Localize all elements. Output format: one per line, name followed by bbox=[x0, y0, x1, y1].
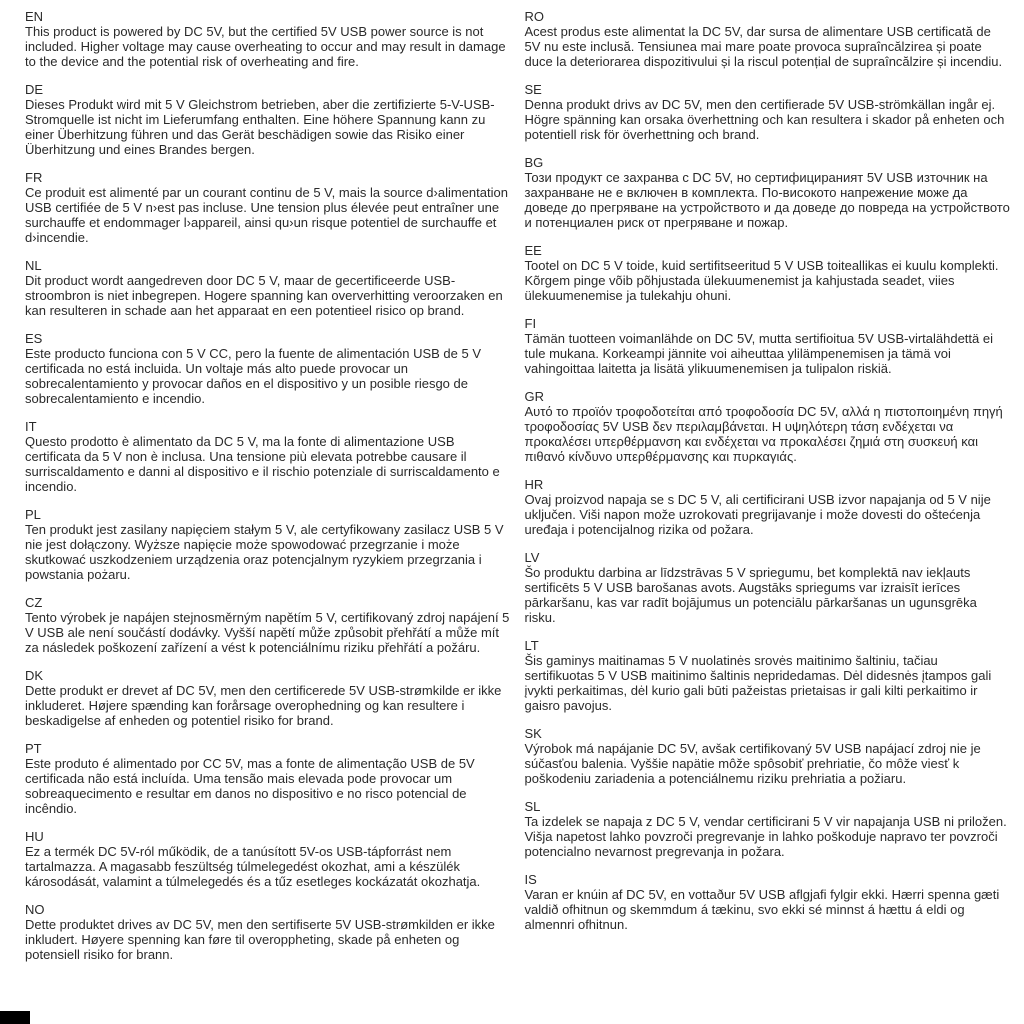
lang-block-nl bbox=[25, 258, 511, 318]
lang-text-fr: Ce produit est alimenté par un courant continu de 5 V, mais la source d›alimentation USB certifiée de 5 V n›est pas incluse. Une tension plus élevée peut entraîner une surchauffe et endommager l›appareil, ainsi qu›un risque potentiel de surchauffe et d›incendie. bbox=[25, 185, 508, 245]
lang-block-fr bbox=[25, 170, 511, 245]
lang-code-lv: LV bbox=[524, 550, 540, 565]
page-corner-crop-mark bbox=[0, 1011, 30, 1024]
lang-code-sl: SL bbox=[524, 799, 541, 814]
lang-text-sl: Ta izdelek se napaja z DC 5 V, vendar certificirani 5 V vir napajanja USB ni priložen. Višja napetost lahko povzroči pregrevanje in lahko poškoduje napravo ter povzroči potencialno nevarnost pregrevanja in požara. bbox=[524, 814, 1007, 859]
lang-text-es: Este producto funciona con 5 V CC, pero la fuente de alimentación USB de 5 V certificada no está incluida. Un voltaje más alto puede provocar un sobrecalentamiento y provocar daños en el dispositivo y un posible riesgo de sobrecalentamiento e incendio. bbox=[25, 346, 481, 406]
lang-code-nl: NL bbox=[25, 258, 42, 273]
lang-code-bg: BG bbox=[524, 155, 544, 170]
lang-text-it: Questo prodotto è alimentato da DC 5 V, ma la fonte di alimentazione USB certificata da 5 V non è inclusa. Una tensione più elevata potrebbe causare il surriscaldamento e danni al dispositivo e il rischio potenziale di surriscaldamento e incendio. bbox=[25, 434, 500, 494]
lang-text-is: Varan er knúin af DC 5V, en vottaður 5V USB aflgjafi fylgir ekki. Hærri spenna gæti valdið ofhitnun og skemmdum á tækinu, svo ekki sé minnst á hættu á eldi og almennri ofhitnun. bbox=[524, 887, 1000, 932]
lang-block-it bbox=[25, 419, 511, 494]
lang-text-pl: Ten produkt jest zasilany napięciem stałym 5 V, ale certyfikowany zasilacz USB 5 V nie jest dołączony. Wyższe napięcie może spowodować przegrzanie i może skutkować uszkodzeniem urządzenia oraz potencjalnym ryzykiem przegrzania i powstania pożaru. bbox=[25, 522, 504, 582]
lang-block-ee bbox=[525, 243, 1011, 303]
lang-code-es: ES bbox=[25, 331, 43, 346]
lang-text-no: Dette produktet drives av DC 5V, men den sertifiserte 5V USB-strømkilden er ikke inkludert. Høyere spenning kan føre til overoppheting, skade på enheten og potensiell risiko for brann. bbox=[25, 917, 495, 962]
lang-text-sk: Výrobok má napájanie DC 5V, avšak certifikovaný 5V USB napájací zdroj nie je súčasťou balenia. Vyššie napätie môže spôsobiť prehriatie, čo môže viesť k poškodeniu zariadenia a potenciálnemu riziku prehriatia a požiaru. bbox=[524, 741, 981, 786]
lang-text-lt: Šis gaminys maitinamas 5 V nuolatinės srovės maitinimo šaltiniu, tačiau sertifikuotas 5 V USB maitinimo šaltinis nepridedamas. Dėl didesnės įtampos gali įvykti perkaitimas, dėl kurio gali būti pažeistas prietaisas ir gali kilti perkaitimo ir gaisro pavojus. bbox=[524, 653, 992, 713]
lang-text-de: Dieses Produkt wird mit 5 V Gleichstrom betrieben, aber die zertifizierte 5-V-USB-Stromquelle ist nicht im Lieferumfang enthalten. Eine höhere Spannung kann zu einer Überhitzung führen und das Gerät beschädigen sowie das Risiko einer Überhitzung und eines Brandes bergen. bbox=[25, 97, 495, 157]
lang-block-hu bbox=[25, 829, 511, 889]
lang-code-dk: DK bbox=[25, 668, 44, 683]
lang-text-dk: Dette produkt er drevet af DC 5V, men den certificerede 5V USB-strømkilde er ikke inkluderet. Højere spænding kan forårsage overophedning og kan resultere i beskadigelse af enheden og potentiel risiko for brand. bbox=[25, 683, 502, 728]
lang-block-lt bbox=[525, 638, 1011, 713]
lang-text-lv: Šo produktu darbina ar līdzstrāvas 5 V spriegumu, bet komplektā nav iekļauts sertificēts 5 V USB barošanas avots. Augstāks spriegums var izraisīt ierīces pārkaršanu, kas var radīt bojājumus un potenciālu pārkaršanas un ugunsgrēka risku. bbox=[524, 565, 977, 625]
lang-code-lt: LT bbox=[524, 638, 539, 653]
lang-block-bg bbox=[525, 155, 1011, 230]
lang-text-pt: Este produto é alimentado por CC 5V, mas a fonte de alimentação USB de 5V certificada não está incluída. Uma tensão mais elevada pode provocar um sobreaquecimento e resultar em danos no dispositivo e no risco potencial de incêndio. bbox=[25, 756, 475, 816]
lang-block-ro bbox=[525, 9, 1011, 69]
lang-text-bg: Този продукт се захранва с DC 5V, но сертифицираният 5V USB източник на захранване не е включен в комплекта. По-високото напрежение може да доведе до прегряване на устройството и да доведе до повреда на устройството и потенциален риск от прегряване и пожар. bbox=[524, 170, 1010, 230]
lang-block-dk bbox=[25, 668, 511, 728]
lang-text-nl: Dit product wordt aangedreven door DC 5 V, maar de gecertificeerde USB-stroombron is niet inbegrepen. Hogere spanning kan oververhitting veroorzaken en kan resulteren in schade aan het apparaat en een potentieel risico op brand. bbox=[25, 273, 503, 318]
lang-block-sk bbox=[525, 726, 1011, 786]
lang-text-gr: Αυτό το προϊόν τροφοδοτείται από τροφοδοσία DC 5V, αλλά η πιστοποιημένη πηγή τροφοδοσίας 5V USB δεν περιλαμβάνεται. Η υψηλότερη τάση ενδέχεται να προκαλέσει υπερθέρμανση και ενδέχεται να προκαλέσει ζημιά στη συσκευή και πιθανό κίνδυνο υπερθέρμανσης και πυρκαγιάς. bbox=[524, 404, 1003, 464]
lang-code-ee: EE bbox=[524, 243, 542, 258]
lang-block-is bbox=[525, 872, 1011, 932]
lang-code-pt: PT bbox=[25, 741, 42, 756]
lang-code-it: IT bbox=[25, 419, 37, 434]
lang-code-en: EN bbox=[25, 9, 44, 24]
lang-block-de bbox=[25, 82, 511, 157]
lang-block-no bbox=[25, 902, 511, 962]
right-column bbox=[525, 9, 1011, 1024]
lang-code-se: SE bbox=[524, 82, 542, 97]
lang-block-hr bbox=[525, 477, 1011, 537]
lang-text-fi: Tämän tuotteen voimanlähde on DC 5V, mutta sertifioitua 5V USB-virtalähdettä ei tule mukana. Korkeampi jännite voi aiheuttaa ylilämpenemisen ja tämä voi vahingoittaa laitetta ja lisätä ylikuumenemisen ja tulipalon riskiä. bbox=[524, 331, 993, 376]
lang-code-sk: SK bbox=[524, 726, 542, 741]
lang-code-hu: HU bbox=[25, 829, 44, 844]
lang-text-se: Denna produkt drivs av DC 5V, men den certifierade 5V USB-strömkällan ingår ej. Högre spänning kan orsaka överhettning och kan resultera i skador på enheten och potentiell risk för överhettning och brand. bbox=[524, 97, 1005, 142]
lang-block-gr bbox=[525, 389, 1011, 464]
lang-code-hr: HR bbox=[524, 477, 544, 492]
lang-code-de: DE bbox=[25, 82, 44, 97]
lang-block-se bbox=[525, 82, 1011, 142]
left-column bbox=[25, 9, 511, 1024]
lang-block-fi bbox=[525, 316, 1011, 376]
lang-text-ee: Tootel on DC 5 V toide, kuid sertifitseeritud 5 V USB toiteallikas ei kuulu komplekti. Kõrgem pinge võib põhjustada ülekuumenemist ja kahjustada seadet, viies ülekuumenemise ja tulekahju ohuni. bbox=[524, 258, 999, 303]
lang-block-pt bbox=[25, 741, 511, 816]
lang-block-pl bbox=[25, 507, 511, 582]
lang-block-en bbox=[25, 9, 511, 69]
lang-block-es bbox=[25, 331, 511, 406]
lang-text-ro: Acest produs este alimentat la DC 5V, dar sursa de alimentare USB certificată de 5V nu este inclusă. Tensiunea mai mare poate provoca supraîncălzirea și poate duce la deteriorarea dispozitivului și la riscul potențial de supraîncălzire și incendiu. bbox=[524, 24, 1003, 69]
lang-text-en: This product is powered by DC 5V, but the certified 5V USB power source is not included. Higher voltage may cause overheating to occur and may result in damage to the device and the potential risk of overheating and fire. bbox=[25, 24, 506, 69]
lang-code-gr: GR bbox=[524, 389, 544, 404]
lang-text-hr: Ovaj proizvod napaja se s DC 5 V, ali certificirani USB izvor napajanja od 5 V nije uključen. Viši napon može uzrokovati pregrijavanje i može dovesti do oštećenja uređaja i potencijalnog rizika od požara. bbox=[524, 492, 991, 537]
lang-block-lv bbox=[525, 550, 1011, 625]
lang-code-cz: CZ bbox=[25, 595, 43, 610]
lang-code-pl: PL bbox=[25, 507, 41, 522]
lang-code-is: IS bbox=[524, 872, 537, 887]
lang-code-no: NO bbox=[25, 902, 45, 917]
lang-block-sl bbox=[525, 799, 1011, 859]
lang-code-ro: RO bbox=[524, 9, 544, 24]
lang-code-fi: FI bbox=[524, 316, 537, 331]
lang-code-fr: FR bbox=[25, 170, 43, 185]
lang-text-cz: Tento výrobek je napájen stejnosměrným napětím 5 V, certifikovaný zdroj napájení 5 V USB ale není součástí dodávky. Vyšší napětí může způsobit přehřátí a může mít za následek poškození zařízení a vést k potenciálnímu riziku přehřátí a požáru. bbox=[25, 610, 510, 655]
lang-text-hu: Ez a termék DC 5V-ról működik, de a tanúsított 5V-os USB-tápforrást nem tartalmazza. A magasabb feszültség túlmelegedést okozhat, ami a készülék károsodását, valamint a túlmelegedés és a tűz esetleges kockázatát okozhatja. bbox=[25, 844, 481, 889]
lang-block-cz bbox=[25, 595, 511, 655]
